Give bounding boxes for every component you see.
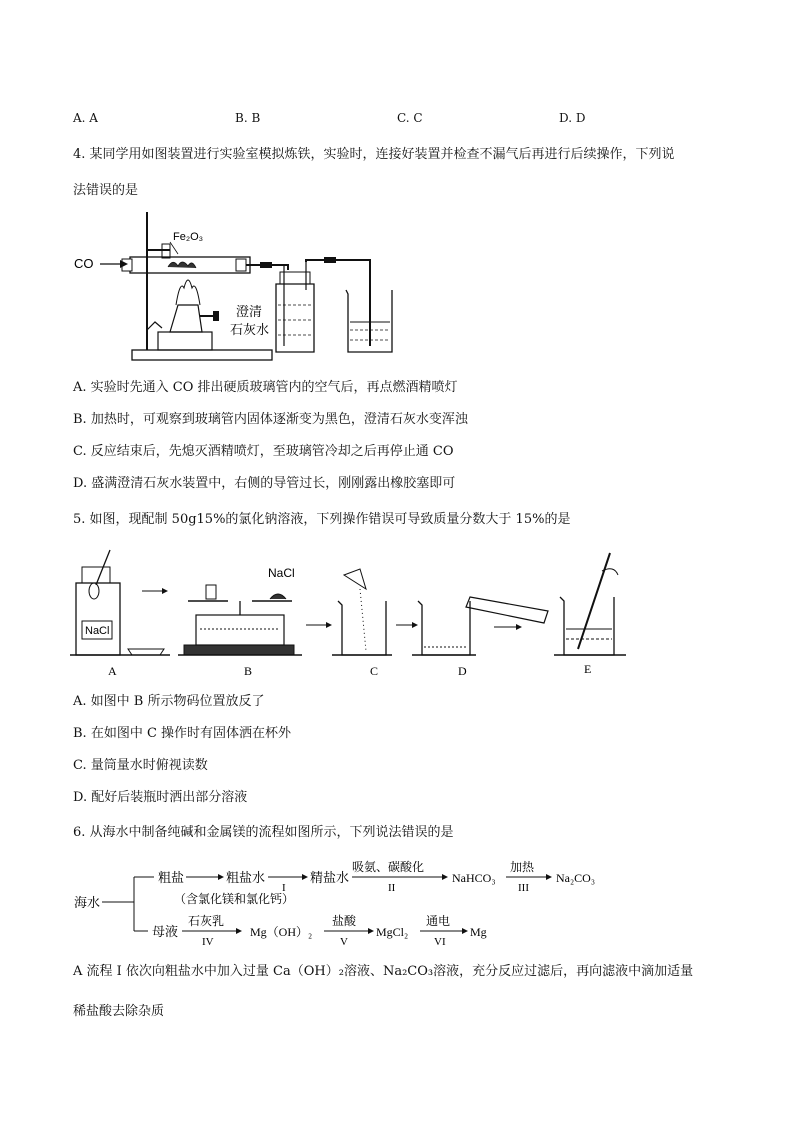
q4-stem-line1: 4. 某同学用如图装置进行实验室模拟炼铁，实验时，连接好装置并检查不漏气后再进行后续操作，下列说 (73, 147, 675, 162)
flow-mgoh2: Mg（OH）₂ (250, 925, 313, 939)
flow-nahco3: NaHCO₃ (452, 871, 496, 885)
q5-option-a: A. 如图中 B 所示物码位置放反了 (73, 694, 265, 709)
flow-crude-salt: 粗盐 (158, 870, 185, 885)
co-label: CO (74, 256, 94, 271)
nacl-bottle-label: NaCl (85, 625, 110, 637)
fe2o3-label: Fe₂O₃ (173, 231, 204, 243)
flow-mother-liquor: 母液 (152, 924, 179, 939)
q6-stem: 6. 从海水中制备纯碱和金属镁的流程如图所示，下列说法错误的是 (73, 825, 454, 840)
q4-stem-line2: 法错误的是 (73, 183, 139, 198)
q4-apparatus-figure (70, 210, 410, 370)
flow-step-v: V (340, 936, 348, 948)
flow-step-i: I (282, 882, 286, 894)
q4-option-b: B. 加热时，可观察到玻璃管内固体逐渐变为黑色，澄清石灰水变浑浊 (73, 412, 468, 427)
q5-solution-prep-figure (70, 545, 640, 680)
flow-step-iii: III (518, 882, 529, 894)
flow-above-iii: 加热 (510, 860, 535, 874)
figure-label-c: C (370, 664, 379, 678)
flow-mgcl2: MgCl₂ (376, 925, 409, 939)
flow-na2co3: Na₂CO₃ (556, 871, 596, 885)
figure-label-a: A (108, 664, 117, 678)
flow-step-vi: VI (434, 936, 446, 948)
q5-option-d: D. 配好后装瓶时洒出部分溶液 (73, 790, 248, 805)
q4-option-a: A. 实验时先通入 CO 排出硬质玻璃管内的空气后，再点燃酒精喷灯 (73, 380, 458, 395)
flow-crude-brine: 粗盐水 (226, 870, 266, 885)
prev-option-b: B. B (235, 111, 261, 125)
q6-option-a-line1: A 流程 I 依次向粗盐水中加入过量 Ca（OH）₂溶液、Na₂CO₃溶液，充分反应过滤后，再向滤液中滴加适量 (73, 964, 694, 979)
flow-step-ii: II (388, 882, 396, 894)
flow-above-v: 盐酸 (332, 914, 357, 928)
figure-label-e: E (584, 662, 592, 676)
flow-above-vi: 通电 (426, 914, 451, 928)
flow-refined-brine: 精盐水 (310, 870, 350, 885)
prev-option-c: C. C (397, 111, 423, 125)
flow-mg: Mg (470, 925, 487, 939)
flow-impurity-note: （含氯化镁和氯化钙） (174, 892, 295, 906)
q6-option-a-line2: 稀盐酸去除杂质 (73, 1004, 165, 1019)
q4-option-d: D. 盛满澄清石灰水装置中，右侧的导管过长，刚刚露出橡胶塞即可 (73, 476, 456, 491)
limewater-label-2: 石灰水 (230, 322, 270, 337)
limewater-label-1: 澄清 (236, 304, 263, 319)
figure-label-d: D (458, 664, 467, 678)
q6-flowchart (70, 855, 630, 955)
q5-option-b: B. 在如图中 C 操作时有固体洒在杯外 (73, 726, 292, 741)
figure-label-b: B (244, 664, 253, 678)
prev-option-a: A. A (73, 111, 98, 125)
nacl-balance-label: NaCl (268, 566, 295, 580)
prev-option-d: D. D (559, 111, 586, 125)
q5-stem: 5. 如图，现配制 50g15%的氯化钠溶液，下列操作错误可导致质量分数大于 15%的是 (73, 512, 571, 527)
flow-above-iv: 石灰乳 (188, 914, 225, 928)
flow-seawater: 海水 (74, 895, 101, 910)
q4-option-c: C. 反应结束后，先熄灭酒精喷灯，至玻璃管冷却之后再停止通 CO (73, 444, 454, 459)
flow-above-ii: 吸氨、碳酸化 (352, 860, 425, 874)
flow-step-iv: IV (202, 936, 214, 948)
q5-option-c: C. 量筒量水时俯视读数 (73, 758, 208, 773)
